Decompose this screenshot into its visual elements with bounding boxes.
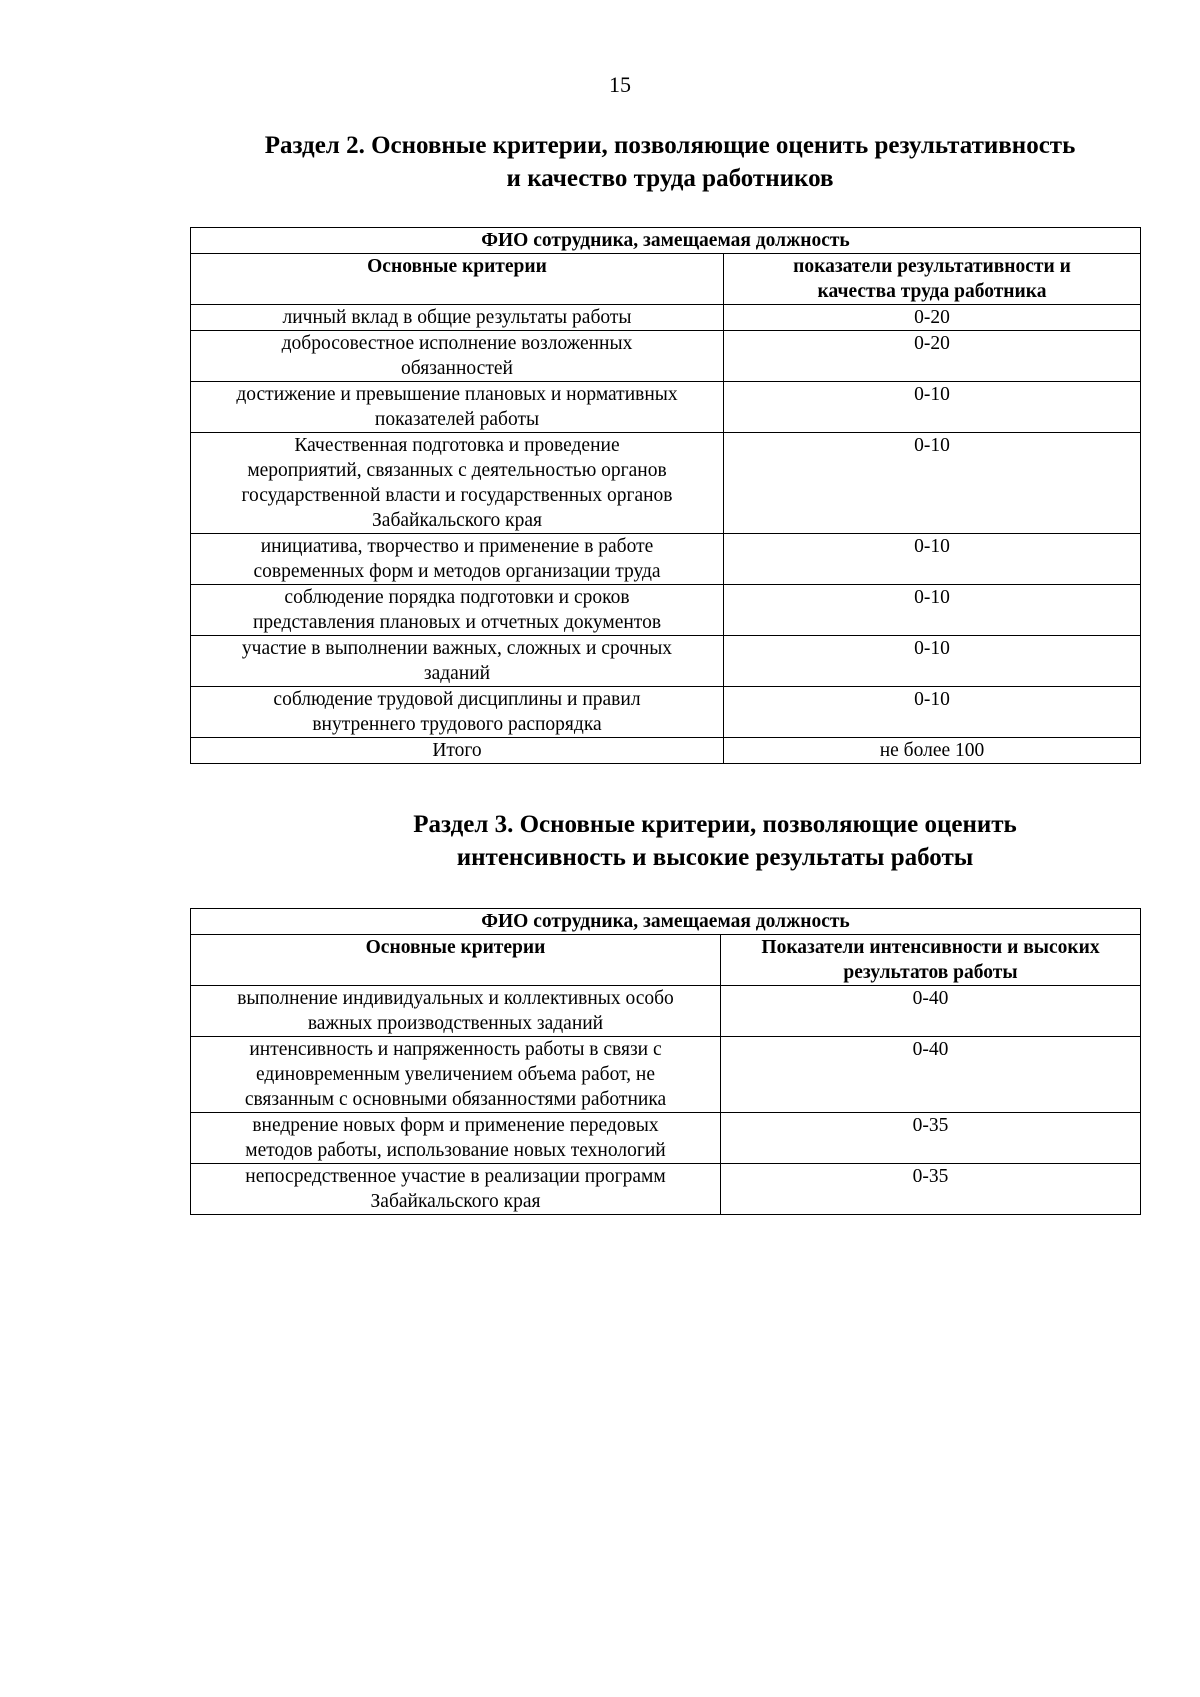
score-cell: 0-10	[724, 636, 1141, 687]
score-cell: 0-20	[724, 305, 1141, 331]
criterion-cell: добросовестное исполнение возложенных обязанностей	[191, 331, 724, 382]
table-row	[191, 1113, 1141, 1164]
criterion-cell: внедрение новых форм и применение передовых методов работы, использование новых технологий	[191, 1113, 721, 1164]
criterion-cell: личный вклад в общие результаты работы	[191, 305, 724, 331]
criterion-cell: интенсивность и напряженность работы в связи с единовременным увеличением объема работ, не связанным с основными обязанностями работника	[191, 1037, 721, 1113]
table-row	[191, 534, 1141, 585]
table-row	[191, 433, 1141, 534]
criterion-cell: Итого	[191, 738, 724, 764]
table-row	[191, 1037, 1141, 1113]
table-row	[191, 1164, 1141, 1215]
criterion-cell: достижение и превышение плановых и нормативных показателей работы	[191, 382, 724, 433]
table-row	[191, 382, 1141, 433]
table-row	[191, 738, 1141, 764]
section-2-criteria-table	[190, 227, 1141, 764]
table-row	[191, 986, 1141, 1037]
table-header-row	[191, 935, 1141, 986]
score-cell: 0-35	[721, 1113, 1141, 1164]
score-cell: 0-10	[724, 687, 1141, 738]
section-3-title: Раздел 3. Основные критерии, позволяющие оценить интенсивность и высокие результаты работы	[413, 811, 1017, 871]
table-caption-row	[191, 909, 1141, 935]
score-cell: 0-35	[721, 1164, 1141, 1215]
score-cell: 0-10	[724, 382, 1141, 433]
score-cell: 0-40	[721, 1037, 1141, 1113]
section-2-title: Раздел 2. Основные критерии, позволяющие оценить результативность и качество труда работников	[264, 132, 1076, 192]
score-cell: 0-10	[724, 585, 1141, 636]
score-cell: 0-40	[721, 986, 1141, 1037]
table-row	[191, 687, 1141, 738]
score-cell: не более 100	[724, 738, 1141, 764]
column-header-indicators: Показатели интенсивности и высоких результатов работы	[721, 935, 1141, 986]
table-caption-row	[191, 228, 1141, 254]
criterion-cell: выполнение индивидуальных и коллективных особо важных производственных заданий	[191, 986, 721, 1037]
table-row	[191, 331, 1141, 382]
column-header-criteria: Основные критерии	[191, 254, 724, 305]
criterion-cell: соблюдение трудовой дисциплины и правил внутреннего трудового распорядка	[191, 687, 724, 738]
page-number: 15	[609, 72, 631, 97]
criterion-cell: непосредственное участие в реализации программ Забайкальского края	[191, 1164, 721, 1215]
section-3-criteria-table	[190, 908, 1141, 1215]
table-row	[191, 305, 1141, 331]
column-header-indicators: показатели результативности и качества труда работника	[724, 254, 1141, 305]
table-row	[191, 585, 1141, 636]
score-cell: 0-20	[724, 331, 1141, 382]
column-header-criteria: Основные критерии	[191, 935, 721, 986]
table-caption: ФИО сотрудника, замещаемая должность	[191, 228, 1141, 254]
score-cell: 0-10	[724, 534, 1141, 585]
criterion-cell: Качественная подготовка и проведение мероприятий, связанных с деятельностью органов государственной власти и государственных органов Забайкальского края	[191, 433, 724, 534]
criterion-cell: инициатива, творчество и применение в работе современных форм и методов организации труда	[191, 534, 724, 585]
criterion-cell: участие в выполнении важных, сложных и срочных заданий	[191, 636, 724, 687]
criterion-cell: соблюдение порядка подготовки и сроков представления плановых и отчетных документов	[191, 585, 724, 636]
table-caption: ФИО сотрудника, замещаемая должность	[191, 909, 1141, 935]
score-cell: 0-10	[724, 433, 1141, 534]
table-header-row	[191, 254, 1141, 305]
table-row	[191, 636, 1141, 687]
